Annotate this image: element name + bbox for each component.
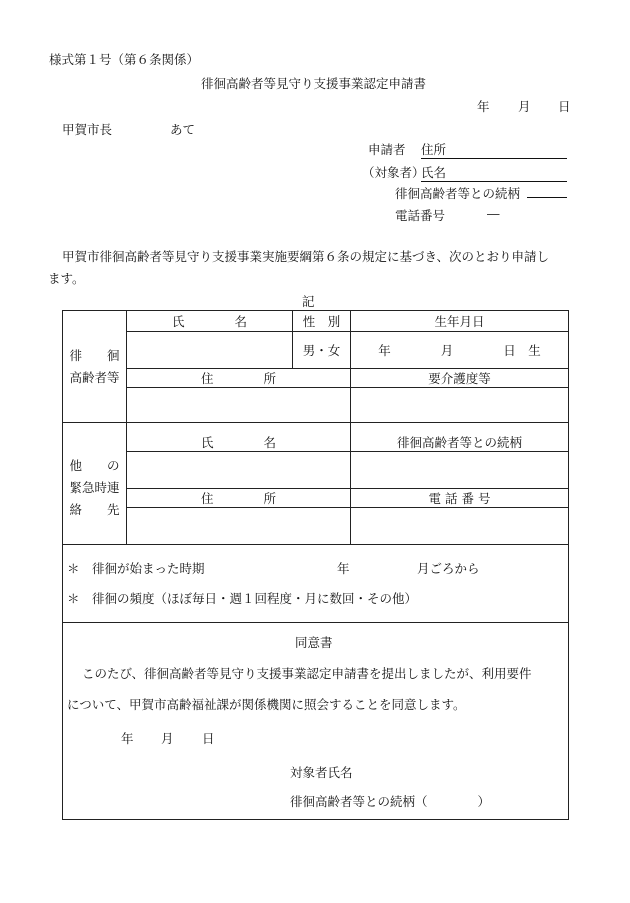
contact-name-header: 氏 名 xyxy=(127,433,351,452)
elderly-label xyxy=(63,311,127,423)
body-text-line2: ます。 xyxy=(48,271,85,286)
elderly-name-field[interactable] xyxy=(127,332,293,369)
consent-text-line1: このたび、徘徊高齢者等見守り支援事業認定申請書を提出しましたが、利用要件 xyxy=(82,666,532,681)
date-month: 月 xyxy=(518,99,531,114)
target-label: （対象者） xyxy=(362,165,425,180)
elderly-label-line2: 高齢者等 xyxy=(69,369,120,385)
contact-label-line3: 絡 先 xyxy=(69,502,120,518)
relation-field[interactable] xyxy=(527,184,567,198)
wander-start-month: 月ごろから xyxy=(417,560,480,576)
relation-label: 徘徊高齢者等との続柄 xyxy=(395,186,521,201)
birth-header: 生年月日 xyxy=(351,311,569,332)
ki-label: 記 xyxy=(302,294,315,309)
contact-relation-header: 徘徊高齢者等との続柄 xyxy=(351,433,569,452)
contact-address-header: 住 所 xyxy=(127,489,351,508)
addressee-name: 甲賀市長 xyxy=(62,122,113,137)
applicant-label: 申請者 xyxy=(368,142,406,157)
address-header: 住 所 xyxy=(127,369,351,388)
consent-text-line2: について、甲賀市高齢福祉課が関係機関に照会することを同意します。 xyxy=(67,697,466,712)
applicant-address-label: 住所 xyxy=(421,142,447,157)
body-text-line1: 甲賀市徘徊高齢者等見守り支援事業実施要綱第６条の規定に基づき、次のとおり申請し xyxy=(62,249,550,264)
gap-cell xyxy=(351,423,569,433)
consent-name-label: 対象者氏名 xyxy=(290,765,353,780)
contact-phone-field[interactable] xyxy=(351,508,569,545)
application-table xyxy=(62,310,569,820)
contact-name-field[interactable] xyxy=(127,452,351,489)
applicant-address-field[interactable] xyxy=(421,140,567,159)
applicant-name-label: 氏名 xyxy=(421,165,447,180)
wander-start-year: 年 xyxy=(337,560,350,576)
name-header: 氏 名 xyxy=(127,311,293,332)
contact-label xyxy=(63,433,127,545)
consent-date-month: 月 xyxy=(161,731,174,746)
consent-title: 同意書 xyxy=(295,635,333,650)
elderly-label-line1: 徘 徊 xyxy=(69,347,120,363)
contact-label-line2: 緊急時連 xyxy=(69,480,120,496)
phone-dash: ― xyxy=(487,206,500,221)
gap-cell xyxy=(63,423,127,433)
contact-phone-header: 電 話 番 号 xyxy=(351,489,569,508)
wander-frequency: ＊ 徘徊の頻度（ほぼ毎日・週１回程度・月に数回・その他） xyxy=(67,590,418,606)
consent-relation-label: 徘徊高齢者等との続柄（ ） xyxy=(290,794,491,809)
sex-header: 性 別 xyxy=(293,311,351,332)
applicant-name-field[interactable] xyxy=(421,163,567,182)
consent-section xyxy=(63,623,569,820)
phone-label: 電話番号 xyxy=(395,208,446,223)
consent-date-day: 日 xyxy=(202,731,215,746)
date-day: 日 xyxy=(558,99,571,114)
care-header: 要介護度等 xyxy=(351,369,569,388)
consent-date-year: 年 xyxy=(121,731,134,746)
care-level-field[interactable] xyxy=(351,388,569,423)
sex-value[interactable]: 男・女 xyxy=(293,332,351,369)
contact-relation-field[interactable] xyxy=(351,452,569,489)
addressee-suffix: あて xyxy=(170,122,196,137)
gap-cell xyxy=(127,423,351,433)
wander-info xyxy=(63,545,569,623)
contact-label-line1: 他 の xyxy=(69,458,120,474)
wander-start-label: ＊ 徘徊が始まった時期 xyxy=(67,560,205,576)
form-number: 様式第１号（第６条関係） xyxy=(49,52,200,67)
elderly-address-field[interactable] xyxy=(127,388,351,423)
birth-value[interactable]: 年 月 日 生 xyxy=(351,332,569,369)
date-year: 年 xyxy=(477,99,490,114)
contact-address-field[interactable] xyxy=(127,508,351,545)
form-title: 徘徊高齢者等見守り支援事業認定申請書 xyxy=(201,76,427,91)
